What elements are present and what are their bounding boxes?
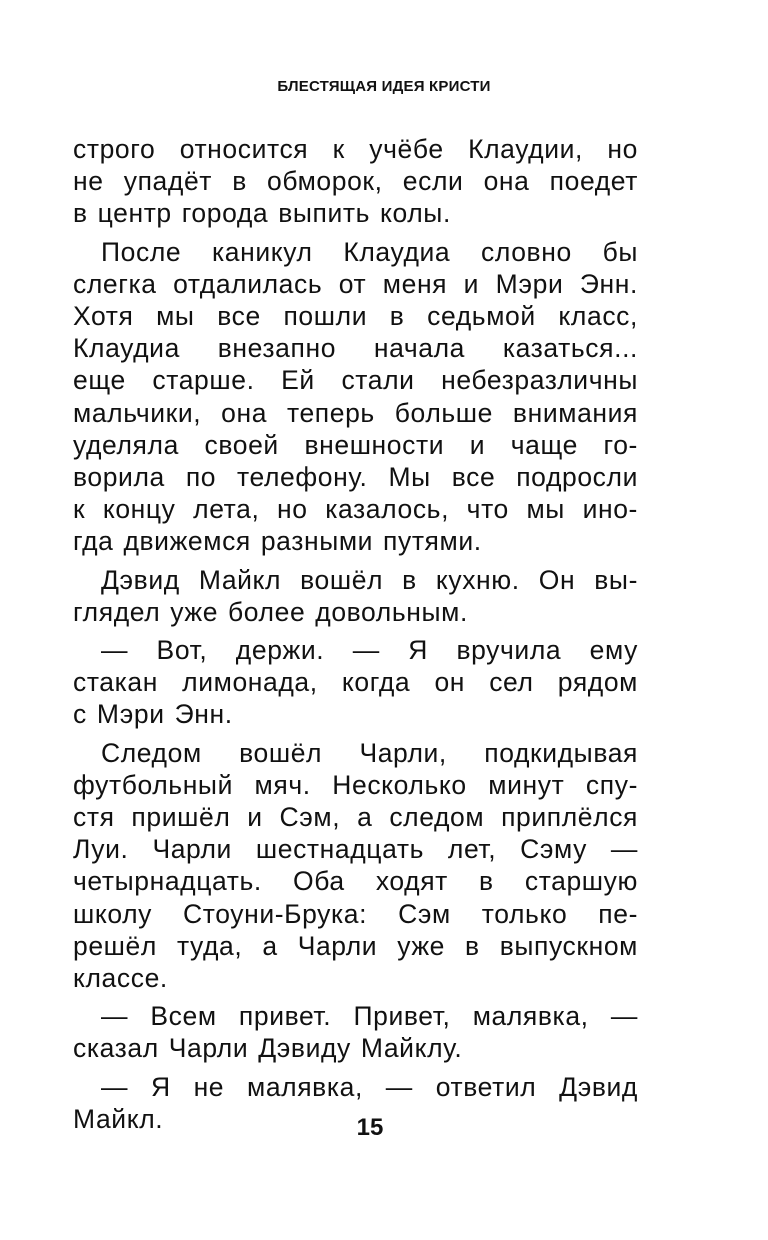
- paragraph-6: [73, 1000, 638, 1064]
- text-line: классе.: [73, 963, 168, 994]
- page-number: 15: [356, 1114, 384, 1141]
- text-line: уделяла своей внешности и чаще го-: [73, 429, 638, 460]
- paragraph-5: [73, 737, 638, 995]
- text-line: не упадёт в обморок, если она поедет: [73, 166, 638, 197]
- text-line: — Я не малявка, — ответил Дэвид: [101, 1071, 638, 1102]
- paragraph-3: [73, 564, 638, 628]
- text-line: слегка отдалилась от меня и Мэри Энн.: [73, 268, 638, 299]
- paragraph-2: [73, 236, 638, 558]
- text-line: мальчики, она теперь больше внимания: [73, 397, 638, 428]
- text-line: строго относится к учёбе Клаудии, но: [73, 134, 638, 164]
- body-text: [73, 133, 638, 1141]
- text-line: стя пришёл и Сэм, а следом приплёлся: [73, 802, 638, 833]
- text-line: Майкл.: [73, 1103, 164, 1134]
- paragraph-1: [73, 133, 638, 230]
- text-line: с Мэри Энн.: [73, 699, 233, 730]
- text-line: — Всем привет. Привет, малявка, —: [101, 1001, 638, 1032]
- text-line: глядел уже более довольным.: [73, 596, 468, 627]
- text-line: Луи. Чарли шестнадцать лет, Сэму —: [73, 834, 638, 865]
- text-line: сказал Чарли Дэвиду Майклу.: [73, 1033, 463, 1064]
- paragraph-4: [73, 634, 638, 731]
- running-header: БЛЕСТЯЩАЯ ИДЕЯ КРИСТИ: [277, 78, 491, 95]
- text-line: стакан лимонада, когда он сел рядом: [73, 667, 638, 698]
- text-line: в центр города выпить колы.: [73, 198, 451, 229]
- text-line: — Вот, держи. — Я вручила ему: [101, 635, 638, 666]
- text-line: Дэвид Майкл вошёл в кухню. Он вы-: [101, 564, 638, 595]
- text-line: школу Стоуни-Брука: Сэм только пе-: [73, 898, 638, 929]
- text-line: гда движемся разными путями.: [73, 526, 482, 557]
- text-line: к концу лета, но казалось, что мы ино-: [73, 494, 638, 525]
- text-line: решёл туда, а Чарли уже в выпускном: [73, 930, 638, 961]
- text-line: Хотя мы все пошли в седьмой класс,: [73, 301, 638, 332]
- text-line: четырнадцать. Оба ходят в старшую: [73, 866, 638, 897]
- text-line: еще старше. Ей стали небезразличны: [73, 365, 638, 396]
- text-line: Клаудиа внезапно начала казаться...: [73, 333, 638, 364]
- text-line: Следом вошёл Чарли, подкидывая: [101, 737, 638, 768]
- text-line: После каникул Клаудиа словно бы: [101, 236, 638, 267]
- text-line: ворила по телефону. Мы все подросли: [73, 462, 638, 493]
- text-line: футбольный мяч. Несколько минут спу-: [73, 769, 638, 800]
